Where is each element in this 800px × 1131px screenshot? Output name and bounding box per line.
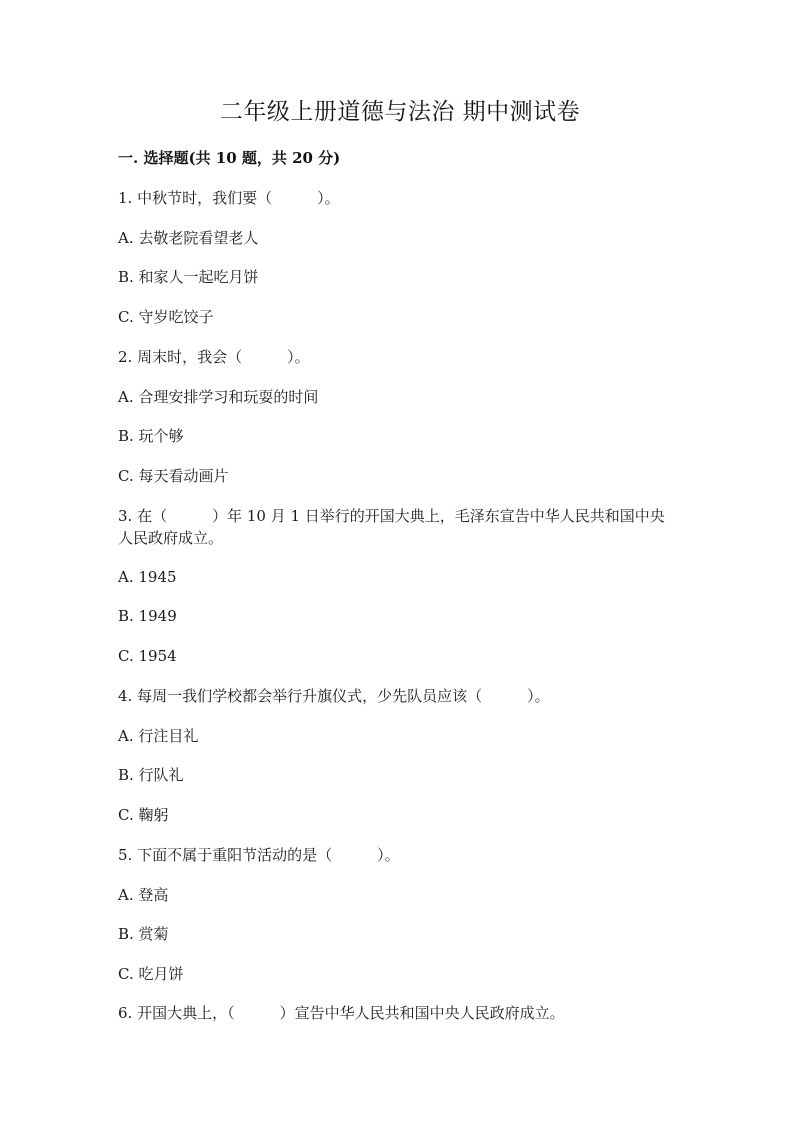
question-4-option-b[interactable]: B. 行队礼 (118, 766, 184, 784)
question-2-stem: 2. 周末时，我会（ ）。 (118, 348, 310, 366)
question-1-option-b[interactable]: B. 和家人一起吃月饼 (118, 268, 259, 286)
question-3-option-b[interactable]: B. 1949 (118, 607, 177, 625)
question-5-option-a[interactable]: A. 登高 (118, 886, 169, 904)
question-1-option-c[interactable]: C. 守岁吃饺子 (118, 308, 214, 326)
question-5-stem: 5. 下面不属于重阳节活动的是（ ）。 (118, 846, 400, 864)
question-1-stem: 1. 中秋节时，我们要（ ）。 (118, 189, 340, 207)
question-4-option-a[interactable]: A. 行注目礼 (118, 727, 199, 745)
question-2-option-a[interactable]: A. 合理安排学习和玩耍的时间 (118, 388, 319, 406)
section-heading: 一. 选择题(共 10 题，共 20 分) (118, 149, 341, 167)
question-3-stem: 3. 在（ ）年 10 月 1 日举行的开国大典上，毛泽东宣告中华人民共和国中央人民政府成立。 (118, 507, 665, 547)
question-5-option-c[interactable]: C. 吃月饼 (118, 965, 184, 983)
question-2-option-c[interactable]: C. 每天看动画片 (118, 467, 229, 485)
question-2-option-b[interactable]: B. 玩个够 (118, 427, 184, 445)
question-3-option-a[interactable]: A. 1945 (118, 568, 177, 586)
question-1-option-a[interactable]: A. 去敬老院看望老人 (118, 229, 259, 247)
question-6-stem: 6. 开国大典上，（ ）宣告中华人民共和国中央人民政府成立。 (118, 1004, 565, 1022)
question-4-stem: 4. 每周一我们学校都会举行升旗仪式，少先队员应该（ ）。 (118, 687, 550, 705)
question-4-option-c[interactable]: C. 鞠躬 (118, 806, 169, 824)
question-3-option-c[interactable]: C. 1954 (118, 647, 177, 665)
question-5-option-b[interactable]: B. 赏菊 (118, 925, 169, 943)
exam-title: 二年级上册道德与法治 期中测试卷 (219, 99, 581, 125)
